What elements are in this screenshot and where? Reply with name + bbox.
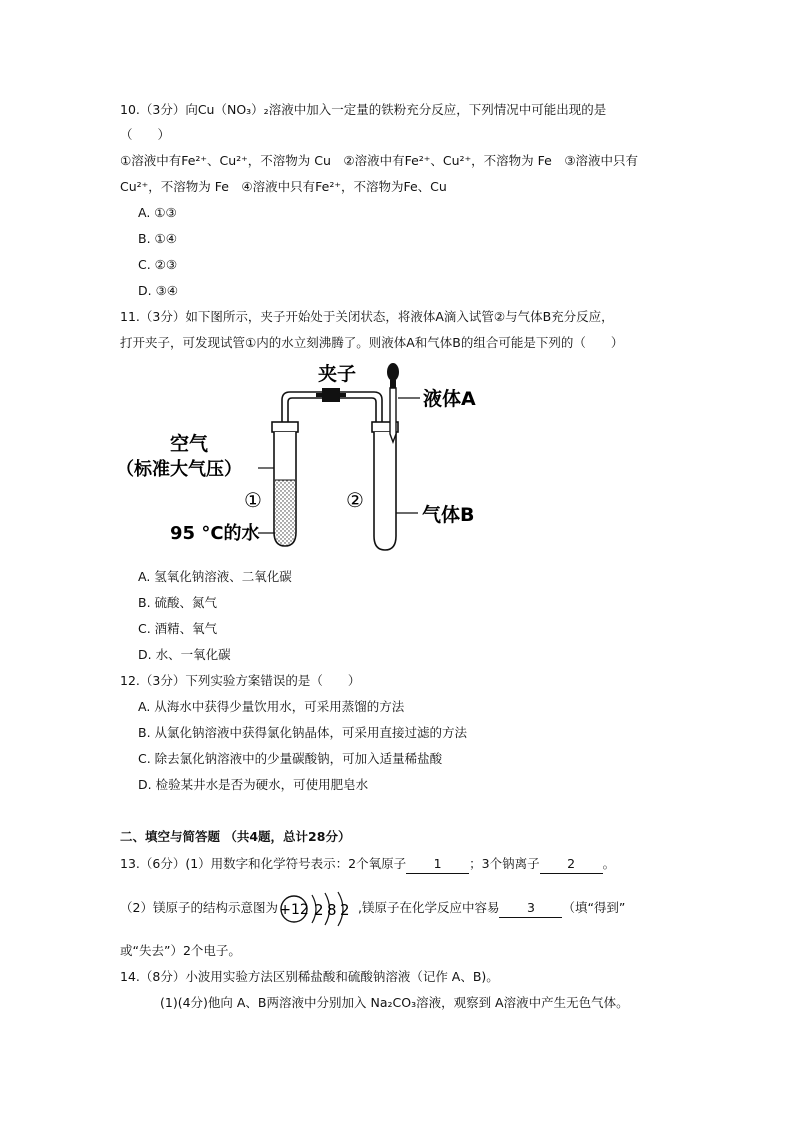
clamp-icon: [316, 388, 346, 402]
q10-option-d: D. ③④: [138, 283, 178, 298]
q12-stem: 12.（3分）下列实验方案错误的是（ ）: [120, 673, 361, 688]
q13-part1-end: 。: [602, 856, 616, 871]
q13-part2-text-c: （填“得到”: [562, 900, 626, 915]
q10-answer-paren: （ ）: [120, 127, 171, 142]
q13-part2-text-b: ,镁原子在化学反应中容易: [357, 900, 500, 915]
air-label: 空气: [170, 433, 209, 455]
q11-option-c: C. 酒精、氧气: [138, 621, 218, 636]
air-note-label: （标准大气压）: [116, 459, 242, 480]
q12-option-b: B. 从氯化钠溶液中获得氯化钠晶体，可采用直接过滤的方法: [138, 725, 468, 740]
q14-stem: 14.（8分）小波用实验方法区别稀盐酸和硫酸钠溶液（记作 A、B)。: [120, 969, 499, 984]
atom-shell-1: 2: [313, 900, 324, 919]
answer-blank-2: 2: [540, 855, 603, 874]
test-tube-1: [272, 422, 298, 546]
q13-part2-text-a: （2）镁原子的结构示意图为: [120, 900, 278, 915]
tube-2-label: ②: [346, 488, 364, 512]
q10-option-c: C. ②③: [138, 257, 178, 272]
q12-option-a: A. 从海水中获得少量饮用水，可采用蒸馏的方法: [138, 699, 405, 714]
q11-option-a: A. 氢氧化钠溶液、二氧化碳: [138, 569, 292, 584]
gas-b-label: 气体B: [422, 504, 475, 526]
test-tube-2: [372, 422, 398, 550]
atom-shell-3: 2: [339, 900, 350, 919]
q10-cases-line1: ①溶液中有Fe²⁺、Cu²⁺，不溶物为 Cu ②溶液中有Fe²⁺、Cu²⁺，不溶物为 Fe ③溶液中只有: [120, 153, 639, 168]
tube-1-label: ①: [244, 488, 262, 512]
atom-shell-2: 8: [326, 900, 337, 919]
q10-cases-line2: Cu²⁺，不溶物为 Fe ④溶液中只有Fe²⁺，不溶物为Fe、Cu: [120, 179, 447, 194]
q11-apparatus-figure: [110, 360, 510, 560]
liquid-a-label: 液体A: [423, 388, 476, 410]
q14-sub1: (1)(4分)他向 A、B两溶液中分别加入 Na₂CO₃溶液，观察到 A溶液中产生无色气体。: [160, 995, 629, 1010]
atom-nucleus: +12: [279, 901, 309, 918]
q11-stem-line1: 11.（3分）如下图所示，夹子开始处于关闭状态，将液体A滴入试管②与气体B充分反应，: [120, 309, 614, 324]
q11-stem-line2: 打开夹子，可发现试管①内的水立刻沸腾了。则液体A和气体B的组合可能是下列的（ ）: [120, 335, 624, 350]
water-label: 95 °C的水: [170, 523, 260, 544]
q13-part1-text-a: 13.（6分）(1）用数字和化学符号表示：2个氧原子: [120, 856, 407, 871]
answer-blank-1: 1: [406, 855, 469, 874]
section-2-title: 二、填空与简答题 （共4题，总计28分）: [120, 829, 351, 844]
q11-option-b: B. 硫酸、氮气: [138, 595, 218, 610]
q10-stem: 10.（3分）向Cu（NO₃）₂溶液中加入一定量的铁粉充分反应，下列情况中可能出现的是: [120, 102, 607, 117]
q11-option-d: D. 水、一氧化碳: [138, 647, 231, 662]
q13-part2: [120, 888, 625, 929]
q10-option-a: A. ①③: [138, 205, 177, 220]
q13-part1-text-b: ；3个钠离子: [469, 856, 540, 871]
q12-option-d: D. 检验某井水是否为硬水，可使用肥皂水: [138, 777, 369, 792]
q10-option-b: B. ①④: [138, 231, 177, 246]
magnesium-atom-diagram: [278, 889, 358, 929]
clamp-label: 夹子: [318, 363, 357, 385]
q12-option-c: C. 除去氯化钠溶液中的少量碳酸钠，可加入适量稀盐酸: [138, 751, 443, 766]
answer-blank-3: 3: [499, 899, 562, 918]
q13-part2-continued: 或“失去”）2个电子。: [120, 943, 241, 958]
q13-part1: [120, 855, 615, 874]
